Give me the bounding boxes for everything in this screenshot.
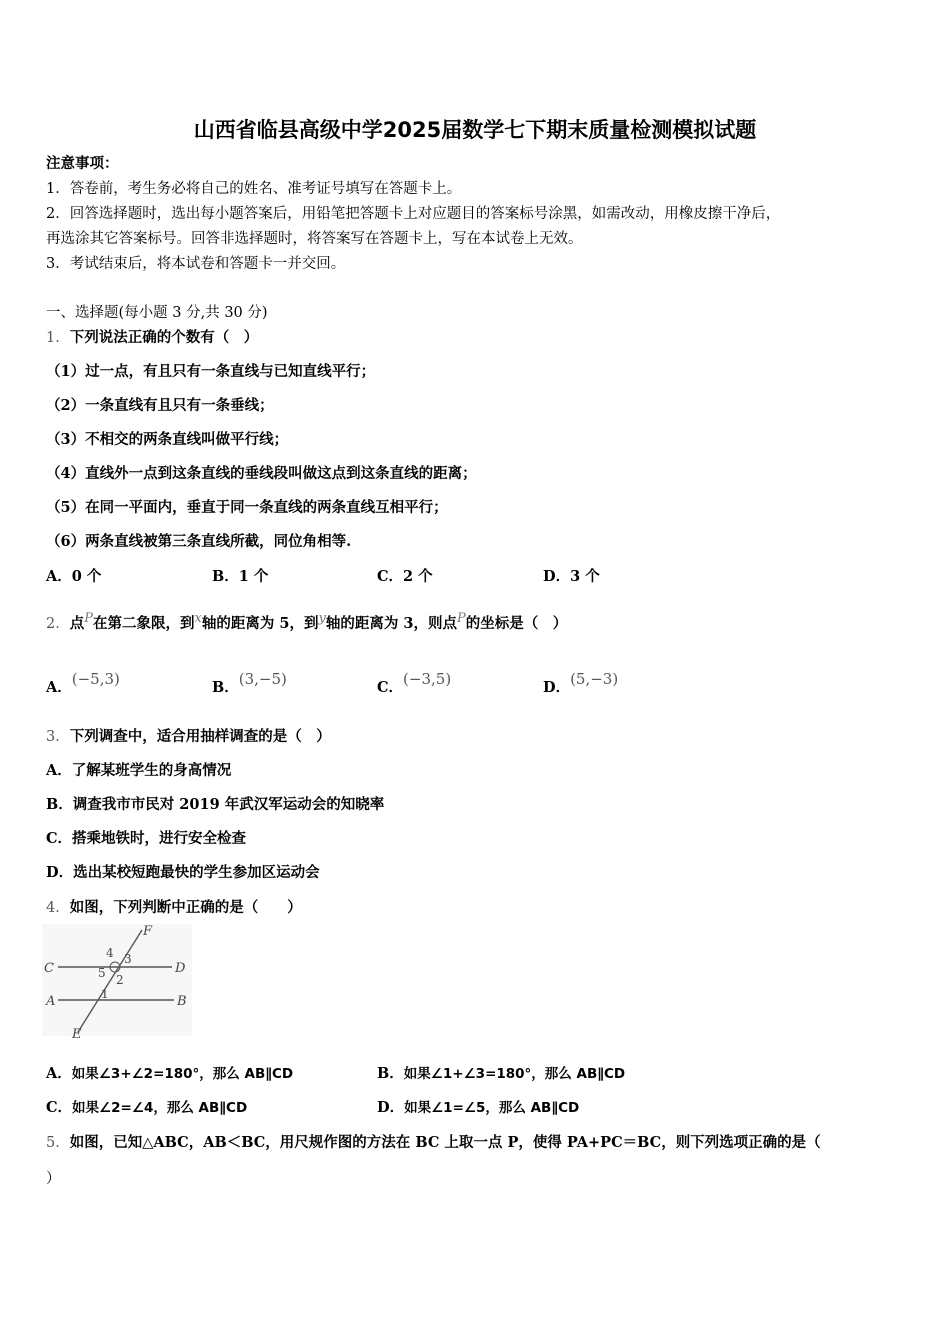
page-title: 山西省临县高级中学2025届数学七下期末质量检测模拟试题: [193, 118, 757, 142]
label-d: D: [175, 961, 186, 976]
question-1-stem: 1．下列说法正确的个数有（ ）: [46, 329, 259, 346]
q1-option-c[interactable]: C．2 个: [377, 568, 433, 585]
question-number: 2．: [46, 616, 70, 632]
question-2-stem: 2．点P在第二象限，到x轴的距离为 5，到y轴的距离为 3，则点P的坐标是（ ）: [46, 611, 568, 632]
q3-option-c[interactable]: C．搭乘地铁时，进行安全检查: [46, 830, 247, 847]
angle-label: 1: [101, 987, 109, 1001]
coordinate-value: (5,−3): [570, 670, 619, 688]
var-p: P: [84, 611, 93, 626]
coordinate-value: (−3,5): [403, 670, 452, 688]
q1-statement: （2）一条直线有且只有一条垂线；: [46, 397, 274, 414]
q4-option-c[interactable]: C．如果∠2=∠4，那么 AB∥CD: [46, 1099, 248, 1116]
q4-option-d[interactable]: D．如果∠1=∠5，那么 AB∥CD: [377, 1099, 580, 1116]
q3-option-d[interactable]: D．选出某校短跑最快的学生参加区运动会: [46, 864, 320, 881]
question-number: 1．: [46, 330, 70, 346]
q1-option-d[interactable]: D．3 个: [543, 568, 600, 585]
label-e: E: [72, 1027, 82, 1040]
q1-statement: （4）直线外一点到这条直线的垂线段叫做这点到这条直线的距离；: [46, 465, 477, 482]
q1-statement: （1）过一点，有且只有一条直线与已知直线平行；: [46, 363, 376, 380]
label-f: F: [143, 924, 153, 939]
question-number: 4．: [46, 900, 70, 916]
label-a: A: [46, 994, 56, 1009]
coordinate-value: (−5,3): [71, 670, 120, 688]
q1-option-a[interactable]: A．0 个: [46, 568, 102, 585]
angle-label: 3: [124, 952, 132, 966]
q2-option-a[interactable]: A．(−5,3): [46, 670, 120, 696]
q3-option-b[interactable]: B．调查我市市民对 2019 年武汉军运动会的知晓率: [46, 796, 385, 813]
angle-label: 4: [106, 946, 114, 960]
label-b: B: [177, 994, 187, 1009]
q2-option-d[interactable]: D．(5,−3): [543, 670, 619, 696]
coordinate-value: (3,−5): [238, 670, 287, 688]
notice-item: 1．答卷前，考生务必将自己的姓名、准考证号填写在答题卡上。: [46, 181, 462, 197]
notice-heading: 注意事项：: [46, 155, 119, 172]
var-y: y: [318, 611, 326, 626]
angle-label: 5: [98, 966, 106, 980]
parallel-lines-figure: [40, 922, 200, 1040]
q4-option-b[interactable]: B．如果∠1+∠3=180°，那么 AB∥CD: [377, 1065, 626, 1082]
question-3-stem: 3．下列调查中，适合用抽样调查的是（ ）: [46, 728, 331, 745]
q4-option-a[interactable]: A．如果∠3+∠2=180°，那么 AB∥CD: [46, 1065, 294, 1082]
question-number: 3．: [46, 729, 70, 745]
var-x: x: [194, 611, 202, 626]
question-4-stem: 4．如图，下列判断中正确的是（ ）: [46, 899, 302, 916]
q1-statement: （6）两条直线被第三条直线所截，同位角相等.: [46, 533, 352, 550]
notice-item: 2．回答选择题时，选出每小题答案后，用铅笔把答题卡上对应题目的答案标号涂黑，如需改动，用橡皮擦干净后，: [46, 206, 781, 222]
question-5-stem-end: ）: [46, 1171, 61, 1187]
q1-statement: （3）不相交的两条直线叫做平行线；: [46, 431, 289, 448]
var-p: P: [456, 611, 466, 626]
notice-item: 再选涂其它答案标号。回答非选择题时，将答案写在答题卡上，写在本试卷上无效。: [46, 231, 583, 247]
q3-option-a[interactable]: A．了解某班学生的身高情况: [46, 762, 232, 779]
question-number: 5．: [46, 1135, 70, 1151]
angle-label: 2: [116, 973, 124, 987]
label-c: C: [44, 961, 54, 976]
q1-option-b[interactable]: B．1 个: [212, 568, 269, 585]
q1-statement: （5）在同一平面内，垂直于同一条直线的两条直线互相平行；: [46, 499, 448, 516]
section-heading: 一、选择题(每小题 3 分,共 30 分): [46, 305, 268, 321]
q2-option-b[interactable]: B．(3,−5): [212, 670, 287, 696]
q2-option-c[interactable]: C．(−3,5): [377, 670, 452, 696]
question-5-stem: 5．如图，已知△ABC，AB＜BC，用尺规作图的方法在 BC 上取一点 P，使得 PA+PC＝BC，则下列选项正确的是（: [46, 1134, 821, 1151]
notice-item: 3．考试结束后，将本试卷和答题卡一并交回。: [46, 256, 346, 272]
